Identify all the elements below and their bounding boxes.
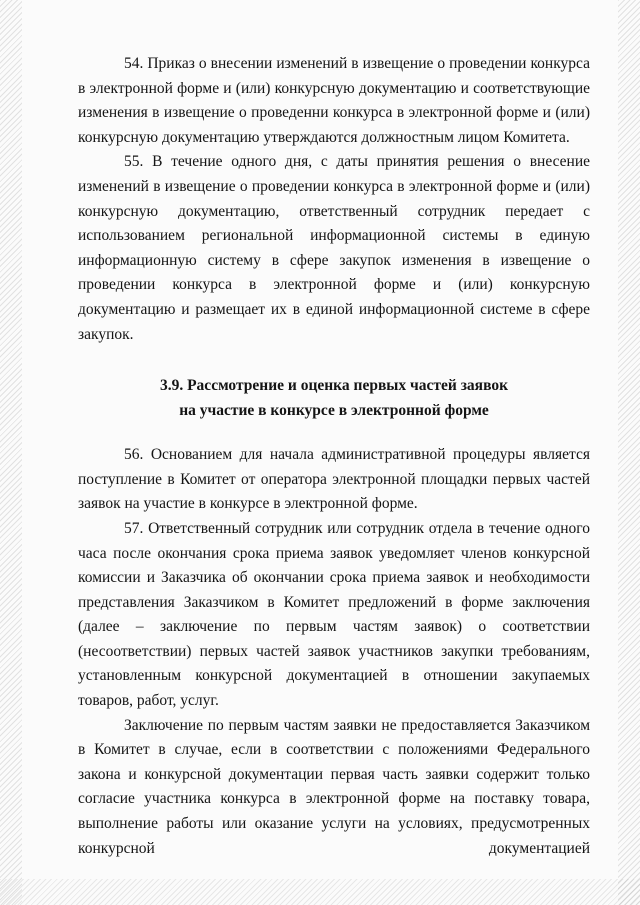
document-body — [78, 52, 590, 861]
paragraph-conclusion: Заключение по первым частям заявки не предоставляется Заказчиком в Комитет в случае, если в соответствии с положениями Федерального закона и конкурсной документации первая часть заявки содержит только согласие участника конкурса в электронной форме на поставку товара, выполнение работы или оказание услуги на условиях, предусмотренных конкурсной документацией — [78, 716, 590, 857]
paragraph-54: 54. Приказ о внесении изменений в извещение о проведении конкурса в электронной форме и (или) конкурсную документацию и соответствующие изменения в извещение о проведенни конкурса в электронной форме и (или) конкурсную документацию утверждаются должностным лицом Комитета. — [78, 55, 590, 146]
paragraph-57: 57. Ответственный сотрудник или сотрудник отдела в течение одного часа после окончания срока приема заявок уведомляет членов конкурсной комиссии и Заказчика об окончании срока приема заявок и необходимости представления Заказчиком в Комитет предложений в форме заключения (далее – заключение по первым частям заявок) о соответствии (несоответствии) первых частей заявок участников закупки требованиям, установленным конкурсной документацией в отношении закупаемых товаров, работ, услуг. — [78, 519, 590, 710]
section-heading-line-2: на участие в конкурсе в электронной форме — [179, 402, 489, 420]
paragraph-55: 55. В течение одного дня, с даты принятия решения о внесение изменений в извещение о проведении конкурса в электронной форме и (или) конкурсную документацию, ответственный сотрудник передает с использованием региональной информационной системы в единую информационную систему в сфере закупок изменения в извещение о проведении конкурса в электронной форме и (или) конкурсную документацию и размещает их в единой информационной системе в сфере закупок. — [78, 153, 590, 343]
section-heading-line-1: 3.9. Рассмотрение и оценка первых частей заявок — [159, 377, 509, 395]
paragraph-56: 56. Основанием для начала административной процедуры является поступление в Комитет от оператора электронной площадки первых частей заявок на участие в конкурсе в электронной форме. — [78, 446, 590, 513]
section-heading-3-9 — [78, 373, 590, 423]
